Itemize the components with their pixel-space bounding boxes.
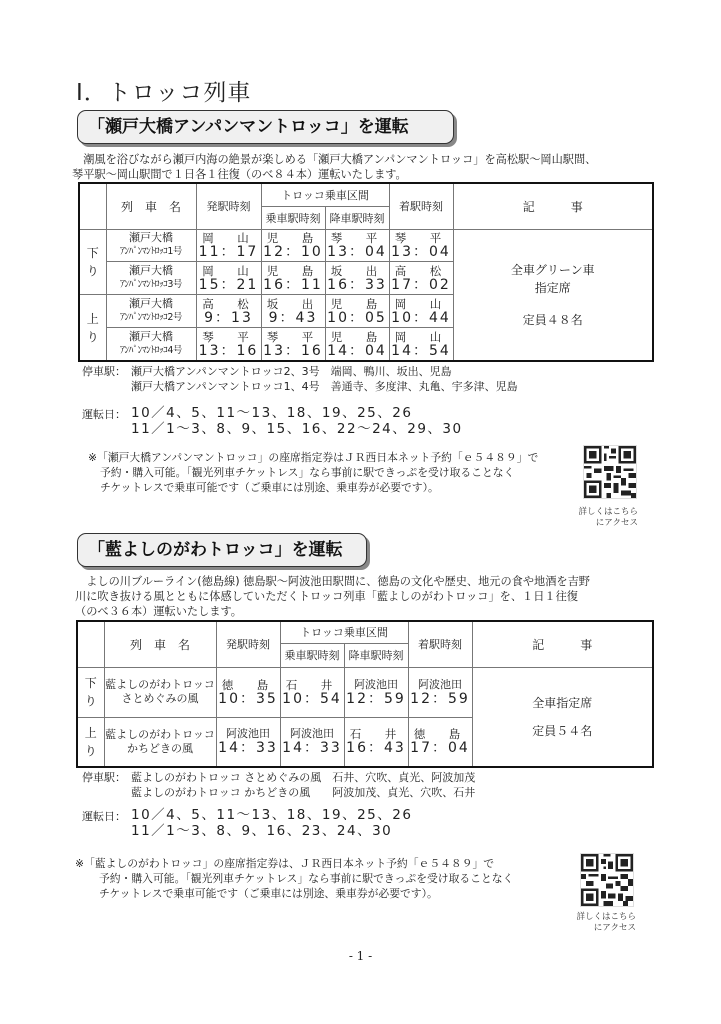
stops-anpanman [82,364,126,379]
table-row [79,229,653,262]
train-subname: かちどきの風 [127,741,193,755]
station: 岡 山 [394,296,448,311]
station: 高 松 [394,263,448,278]
operation-days-yoshinogawa [131,807,412,839]
note-line: チケットレスで乗車可能です（ご乗車には別途、乗車券が必要です）。 [99,887,438,900]
station: 児 島 [266,230,320,245]
train-name: 藍よしのがわトロッコ [105,678,215,691]
station: 坂 出 [330,263,384,278]
intro-line: 潮風を浴びながら瀬戸内海の絶景が楽しめる「瀬戸大橋アンパンマントロッコ」を高松駅～岡山駅間、 [72,153,597,166]
stops-yoshinogawa [131,770,671,800]
train-name: 瀬戸大橋 [129,231,173,245]
station: 石 井 [285,677,339,692]
stops-list [131,364,671,394]
page-heading: I．トロッコ列車 [76,80,252,106]
note-line: チケットレスで乗車可能です（ご乗車には別途、乗車券が必要です）。 [100,481,439,494]
time: 10：54 [282,690,342,707]
intro-line: 琴平駅～岡山駅間で１日各１往復（のべ８４本）運転いたします。 [72,168,407,181]
section-title-yoshinogawa: 「藍よしのがわトロッコ」を運転 [77,533,367,567]
qr-caption-line: 詳しくはこちら [578,507,638,517]
header-board-time: 乗車駅時刻 [280,643,344,667]
timetable-anpanman [78,182,654,362]
stop-line: 瀬戸大橋アンパンマントロッコ2、3号 端岡、鴨川、坂出、児島 [131,365,452,378]
time: 12：59 [410,690,470,707]
header-remarks: 記 事 [453,183,653,229]
intro-line: よしの川ブルーライン(徳島線) 徳島駅～阿波池田駅間に、徳島の文化や歴史、地元の食や地酒を吉野 [75,575,590,588]
station: 徳 島 [413,727,467,742]
time: 17：02 [391,276,451,293]
header-depart-time: 発駅時刻 [216,621,280,667]
station: 児 島 [330,329,384,344]
remarks-cell [453,229,653,361]
days-line: 11／1～3、8、9、15、16、22～24、29、30 [131,421,463,437]
station: 琴 平 [202,329,255,344]
qr-caption-anpanman [568,507,638,529]
time: 12：10 [263,243,323,260]
station: 琴 平 [394,230,448,245]
direction-down: 下り [79,229,106,295]
station: 岡 山 [202,230,255,245]
reservation-note-yoshinogawa [75,856,575,901]
time: 15：21 [198,276,259,293]
station: 児 島 [330,296,384,311]
days-label: 運転日： [82,408,126,421]
page-number: - 1 - [348,949,373,963]
time: 11：17 [198,243,259,260]
time: 13：16 [263,342,323,359]
header-arrive-time: 着駅時刻 [389,183,453,229]
intro-line: （のべ３６本）運転いたします。 [75,605,242,618]
stop-line: 瀬戸大橋アンパンマントロッコ1、4号 善通寺、多度津、丸亀、宇多津、児島 [131,380,518,393]
time: 13：16 [198,342,259,359]
stops-label: 停車駅： [82,365,126,378]
operation-days-anpanman [131,405,463,437]
note-line: ※「瀬戸大橋アンパンマントロッコ」の座席指定券はＪＲ西日本ネット予約「ｅ５４８９」で [88,451,539,464]
time: 14：33 [282,740,342,757]
note-line: 予約・購入可能。「観光列車チケットレス」なら事前に駅できっぷを受け取ることなく [100,466,515,479]
qr-code-icon[interactable] [580,853,634,907]
direction-header [79,183,106,229]
table-row [77,667,653,717]
remarks-cell [472,667,653,767]
time: 12：59 [346,690,406,707]
direction-up: 上り [79,295,106,361]
station: 徳 島 [221,677,275,692]
station: 琴 平 [266,329,320,344]
time: 14：04 [327,342,387,359]
header-alight-time: 降車駅時刻 [325,206,389,229]
train-name: 瀬戸大橋 [129,297,173,311]
section-intro-anpanman [72,152,672,182]
time: 14：33 [218,740,278,757]
time: 13：04 [327,243,387,260]
header-board-time: 乗車駅時刻 [261,206,325,229]
time: 14：54 [391,342,451,359]
note-line: ※「藍よしのがわトロッコ」の座席指定券は、ＪＲ西日本ネット予約「ｅ５４８９」で [75,857,495,870]
days-line: 11／1～3、8、9、16、23、24、30 [131,823,393,839]
time: 10：35 [218,690,278,707]
time: 10：05 [327,309,387,326]
direction-header [77,621,104,667]
station: 阿波池田 [354,677,398,691]
remark: 指定席 [534,280,571,295]
header-arrive-time: 着駅時刻 [408,621,472,667]
time: 10：44 [391,309,451,326]
direction-up: 上り [77,717,104,767]
train-subname: さとめぐみの風 [121,692,199,705]
station: 岡 山 [394,329,448,344]
stop-line: 藍よしのがわトロッコ かちどきの風 阿波加茂、貞光、穴吹、石井 [131,786,476,799]
stops-label: 停車駅： [82,771,126,784]
header-remarks: 記 事 [472,621,653,667]
station: 阿波池田 [290,727,334,741]
qr-code-icon[interactable] [583,445,637,499]
timetable-yoshinogawa [76,620,654,768]
station: 石 井 [349,727,403,742]
qr-caption-line: にアクセス [595,518,638,528]
direction-down: 下り [77,667,104,717]
intro-line: 川に吹き抜ける風とともに体感していただくトロッコ列車「藍よしのがわトロッコ」を、１日１往復 [75,590,578,603]
stop-line: 藍よしのがわトロッコ さとめぐみの風 石井、穴吹、貞光、阿波加茂 [131,771,476,784]
train-number: ｱﾝﾊﾟﾝﾏﾝﾄﾛｯｺ1号 [120,246,182,258]
qr-code-link-anpanman[interactable] [583,445,637,503]
remark: 全車グリーン車 [510,262,595,277]
time: 9：13 [204,309,253,326]
station: 高 松 [202,296,255,311]
train-number: ｱﾝﾊﾟﾝﾏﾝﾄﾛｯｺ2号 [120,312,182,324]
qr-caption-yoshinogawa [566,912,636,934]
station: 児 島 [266,263,320,278]
qr-caption-line: 詳しくはこちら [576,912,636,922]
station: 阿波池田 [418,677,462,691]
train-name: 瀬戸大橋 [129,330,173,344]
train-name: 瀬戸大橋 [129,264,173,278]
qr-code-link-yoshinogawa[interactable] [580,853,634,911]
station: 阿波池田 [226,727,270,741]
train-number: ｱﾝﾊﾟﾝﾏﾝﾄﾛｯｺ3号 [120,279,182,291]
header-depart-time: 発駅時刻 [196,183,261,229]
time: 16：43 [346,740,406,757]
section-intro-yoshinogawa [75,574,675,619]
time: 9：43 [268,309,318,326]
section-title-anpanman: 「瀬戸大橋アンパンマントロッコ」を運転 [77,110,454,144]
station: 岡 山 [202,263,255,278]
train-name: 藍よしのがわトロッコ [105,727,215,741]
remark: 定員５４名 [532,723,593,738]
station: 坂 出 [266,296,320,311]
header-train-name: 列 車 名 [104,621,216,667]
reservation-note-anpanman [88,450,578,495]
header-alight-time: 降車駅時刻 [344,643,408,667]
remark: 定員４８名 [522,312,583,327]
time: 17：04 [410,740,470,757]
days-label: 運転日： [82,810,126,823]
time: 13：04 [391,243,451,260]
header-trolley-section: トロッコ乗車区間 [261,183,389,206]
days-line: 10／4、5、11～13、18、19、25、26 [131,405,413,421]
note-line: 予約・購入可能。「観光列車チケットレス」なら事前に駅できっぷを受け取ることなく [99,872,514,885]
header-trolley-section: トロッコ乗車区間 [280,621,408,643]
header-train-name: 列 車 名 [106,183,196,229]
days-line: 10／4、5、11～13、18、19、25、26 [131,807,413,823]
time: 16：11 [263,276,323,293]
train-number: ｱﾝﾊﾟﾝﾏﾝﾄﾛｯｺ4号 [120,345,182,357]
remark: 全車指定席 [532,695,593,710]
qr-caption-line: にアクセス [593,923,636,933]
time: 16：33 [327,276,387,293]
station: 琴 平 [330,230,384,245]
